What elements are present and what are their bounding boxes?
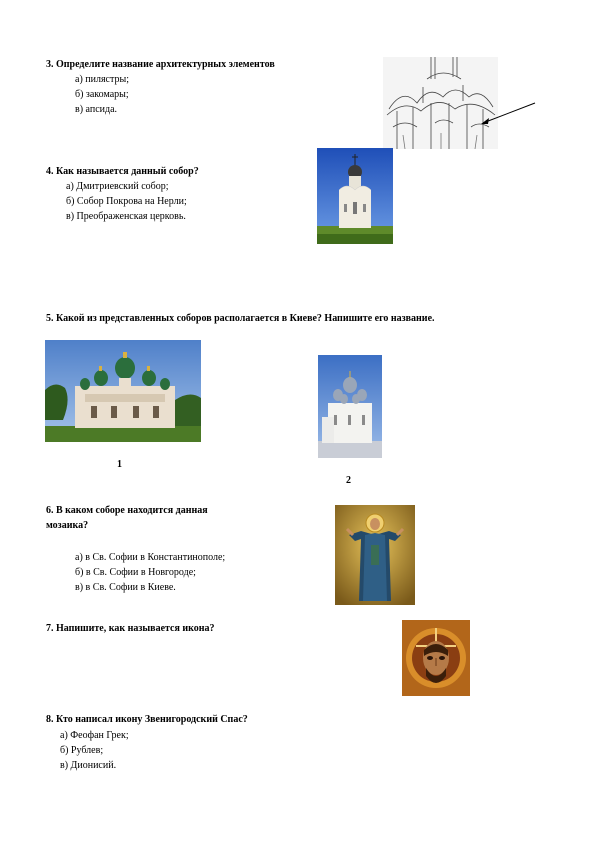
q8-title: 8. Кто написал икону Звенигородский Спас?: [46, 714, 248, 725]
image-label-1: 1: [117, 459, 122, 470]
architecture-sketch-image: [383, 57, 538, 149]
q3-option-a: а) пилястры;: [75, 74, 129, 85]
church-pokrova-image: [317, 148, 393, 244]
q8-option-a: а) Феофан Грек;: [60, 730, 129, 741]
q6-option-a: а) в Св. Софии в Константинополе;: [75, 552, 226, 563]
q8-option-b: б) Рублев;: [60, 745, 104, 756]
q7-title: 7. Напишите, как называется икона?: [46, 623, 215, 634]
q4-option-c: в) Преображенская церковь.: [66, 211, 186, 222]
q6-title-line1: 6. В каком соборе находится данная: [46, 505, 208, 516]
q5-title: 5. Какой из представленных соборов располагается в Киеве? Напишите его название.: [46, 313, 435, 324]
q4-title: 4. Как называется данный собор?: [46, 166, 199, 177]
q3-option-c: в) апсида.: [75, 104, 118, 115]
cathedral-image-1: [45, 340, 201, 442]
q8-option-c: в) Дионисий.: [60, 760, 117, 771]
mosaic-oranta-image: [335, 505, 415, 605]
q6-option-c: в) в Св. Софии в Киеве.: [75, 582, 176, 593]
q6-option-b: б) в Св. Софии в Новгороде;: [75, 567, 196, 578]
icon-spas-image: [402, 620, 470, 696]
q4-option-a: а) Дмитриевский собор;: [66, 181, 169, 192]
cathedral-image-2: [318, 355, 382, 458]
q4-option-b: б) Собор Покрова на Нерли;: [66, 196, 187, 207]
q3-option-b: б) закомары;: [75, 89, 129, 100]
q3-title: 3. Определите название архитектурных элементов: [46, 59, 275, 70]
q6-title-line2: мозаика?: [46, 520, 89, 531]
image-label-2: 2: [346, 475, 351, 486]
